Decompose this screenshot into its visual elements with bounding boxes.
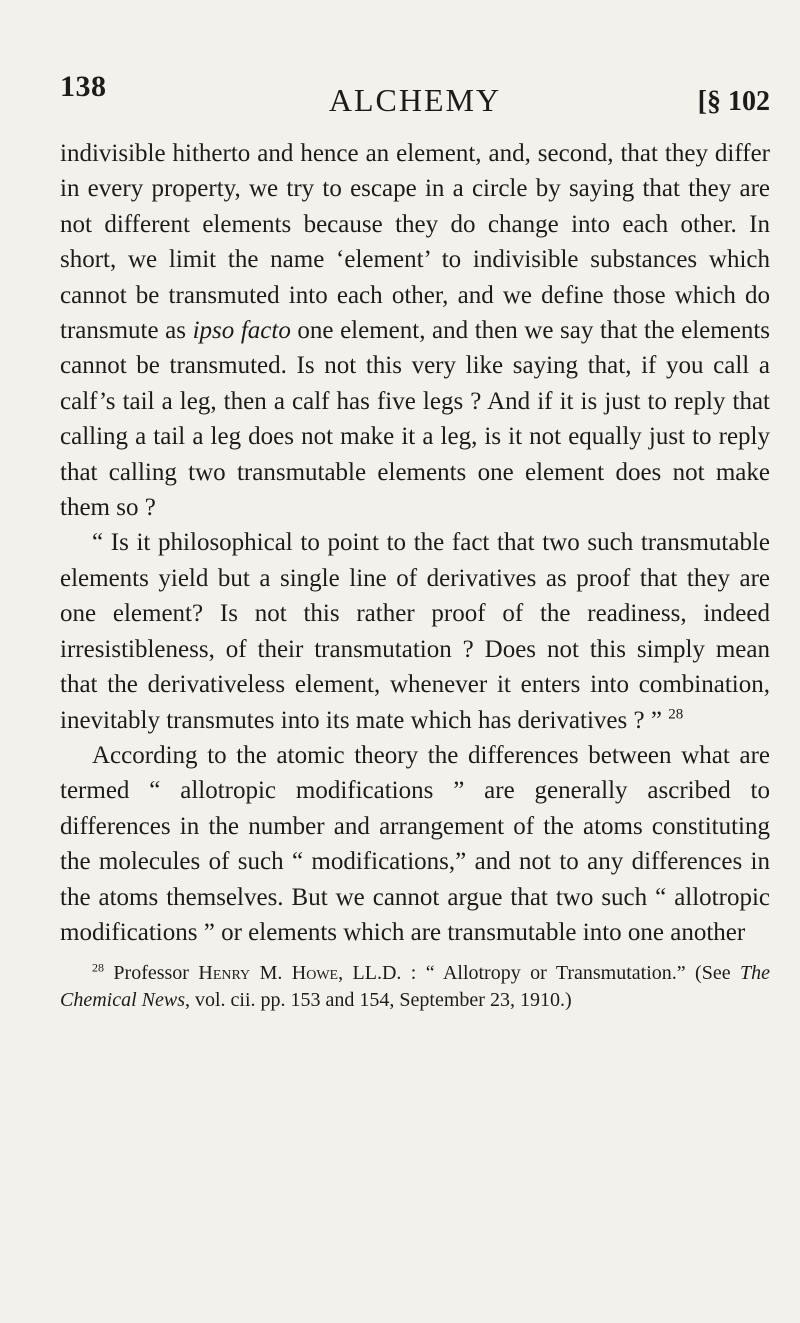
footnote-lead: Professor [104, 962, 199, 985]
page-header [60, 70, 770, 118]
footnote-author: Henry M. Howe [198, 962, 339, 985]
paragraph-1-italic: ipso facto [192, 317, 291, 345]
running-head: ALCHEMY [328, 82, 502, 118]
page-number: 138 [60, 70, 107, 103]
footnote-ref: 28 [668, 706, 684, 723]
footnotes [60, 960, 770, 1014]
paragraph-1-text-a: indivisible hitherto and hence an element, and, second, that they differ in every property, we try to escape in a circle by saying that they are not different elements because they do change into each other. In short, we limit the name ‘element’ to indivisible substances which cannot be transmuted into each other, and we define those which do transmute as [60, 140, 770, 345]
paragraph-3 [60, 738, 770, 950]
section-marker: [§ 102 [697, 86, 770, 117]
footnote-journal: The Chemical News [60, 962, 771, 1012]
paragraph-2-text: “ Is it philosophical to point to the fact that two such transmutable elements yield but a single line of derivatives as proof that they are one element? Is not this rather proof of the readiness, indeed irresistibleness, of their transmutation ? Does not this simply mean that the derivativeless element, whenever it enters into combination, inevitably transmutes into its mate which has derivatives ? ” [60, 529, 770, 734]
footnote-28 [60, 960, 770, 1014]
book-page [60, 70, 770, 1014]
footnote-mid: , LL.D. : “ Allotropy or Transmutation.” (See [338, 962, 741, 985]
footnote-tail: , vol. cii. pp. 153 and 154, September 23, 1910.) [185, 989, 572, 1012]
paragraph-1-text-c: one element, and then we say that the elements cannot be transmuted. Is not this very like saying that, if you call a calf’s tail a leg, then a calf has five legs ? And if it is just to reply that calling a tail a leg does not make it a leg, is it not equally just to reply that calling two transmutable elements one element does not make them so ? [60, 317, 770, 522]
paragraph-1 [60, 136, 770, 525]
footnote-number: 28 [92, 960, 104, 975]
paragraph-3-text: According to the atomic theory the differences between what are termed “ allotropic modifications ” are generally ascribed to differences in the number and arrangement of the atoms constituting the molecules of such “ modifications,” and not to any differences in the atoms themselves. But we cannot argue that two such “ allotropic modifications ” or elements which are transmutable into one another [60, 741, 770, 946]
paragraph-2 [60, 525, 770, 737]
body-text [60, 136, 770, 950]
